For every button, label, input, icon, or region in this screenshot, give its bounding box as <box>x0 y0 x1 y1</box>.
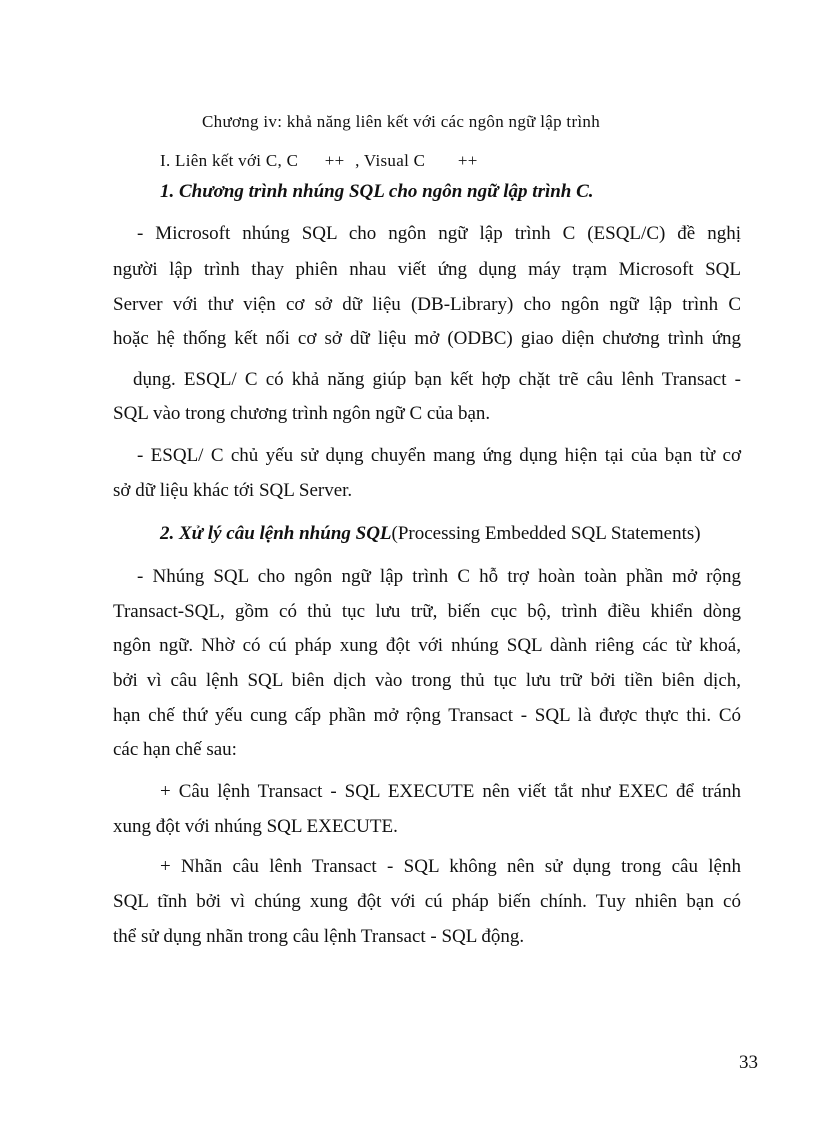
paragraph-1-line: dụng. ESQL/ C có khả năng giúp bạn kết hợp chặt trẽ câu lênh Transact - <box>133 369 741 390</box>
heading-2-normal: (Processing Embedded SQL Statements) <box>391 523 701 544</box>
section-heading-part2: , Visual C <box>355 151 426 170</box>
paragraph-3-line: - Nhúng SQL cho ngôn ngữ lập trình C hỗ trợ hoàn toàn phần mở rộng <box>137 566 741 587</box>
paragraph-2-line: sở dữ liệu khác tới SQL Server. <box>113 480 353 501</box>
paragraph-5-line: thể sử dụng nhãn trong câu lệnh Transact - SQL động. <box>113 926 525 947</box>
paragraph-1-line: hoặc hệ thống kết nối cơ sở dữ liệu mở (ODBC) giao diện chương trình ứng <box>113 328 741 349</box>
section-heading-plus2: ++ <box>457 151 478 170</box>
paragraph-3-line: các hạn chế sau: <box>113 739 237 760</box>
paragraph-5-line: SQL tĩnh bởi vì chúng xung đột với cú pháp biến chính. Tuy nhiên bạn có <box>113 891 741 912</box>
section-heading <box>160 149 478 173</box>
paragraph-3-line: Transact-SQL, gồm có thủ tục lưu trữ, biến cục bộ, trình điều khiển dòng <box>113 601 741 622</box>
paragraph-3-line: hạn chế thứ yếu cung cấp phần mở rộng Transact - SQL là được thực thi. Có <box>113 705 741 726</box>
paragraph-4-line: xung đột với nhúng SQL EXECUTE. <box>113 816 398 837</box>
paragraph-1-line: SQL vào trong chương trình ngôn ngữ C của bạn. <box>113 403 491 424</box>
heading-2 <box>160 522 701 546</box>
section-heading-part1: I. Liên kết với C, C <box>160 151 299 170</box>
section-heading-plus1: ++ <box>324 151 345 170</box>
paragraph-3-line: ngôn ngữ. Nhờ có cú pháp xung đột với nhúng SQL dành riêng các từ khoá, <box>113 635 741 656</box>
paragraph-4-line: + Câu lệnh Transact - SQL EXECUTE nên viết tắt như EXEC để tránh <box>160 781 741 802</box>
chapter-title: Chương iv: khả năng liên kết với các ngôn ngữ lập trình <box>202 112 601 131</box>
paragraph-1-line: - Microsoft nhúng SQL cho ngôn ngữ lập trình C (ESQL/C) đề nghị <box>137 223 741 244</box>
paragraph-1-line: người lập trình thay phiên nhau viết ứng dụng máy trạm Microsoft SQL <box>113 259 741 280</box>
paragraph-2-line: - ESQL/ C chủ yếu sử dụng chuyển mang ứng dụng hiện tại của bạn từ cơ <box>137 445 741 466</box>
paragraph-3-line: bởi vì câu lệnh SQL biên dịch vào trong thủ tục lưu trữ bởi tiền biên dịch, <box>113 670 741 691</box>
paragraph-5-line: + Nhãn câu lênh Transact - SQL không nên sử dụng trong câu lệnh <box>160 856 741 877</box>
heading-1: 1. Chương trình nhúng SQL cho ngôn ngữ lập trình C. <box>160 181 594 202</box>
paragraph-1-line: Server với thư viện cơ sở dữ liệu (DB-Library) cho ngôn ngữ lập trình C <box>113 294 741 315</box>
heading-2-bold: 2. Xử lý câu lệnh nhúng SQL <box>160 523 392 544</box>
page-number: 33 <box>739 1052 758 1073</box>
